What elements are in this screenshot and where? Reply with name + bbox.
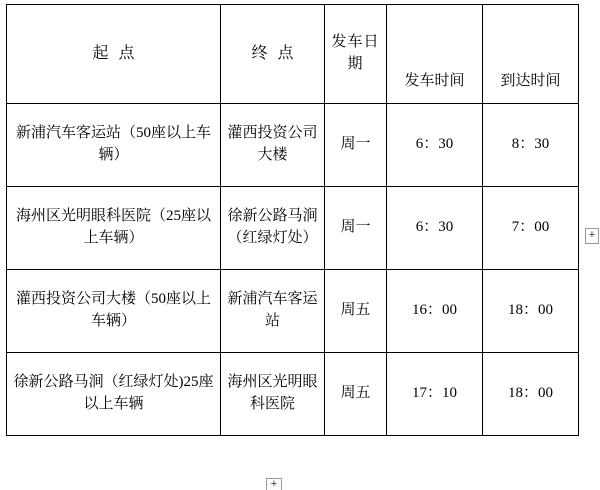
cell-origin: 徐新公路马涧（红绿灯处)25座以上车辆 [7,353,221,436]
cell-destination: 灌西投资公司大楼 [221,104,325,187]
table-row [7,353,579,436]
cell-origin: 灌西投资公司大楼（50座以上车辆） [7,270,221,353]
cell-arrival-time: 18：00 [483,270,579,353]
cell-date: 周一 [325,104,387,187]
bus-schedule-table [6,4,579,436]
column-header-date: 发车日期 [325,5,387,104]
expand-right-icon[interactable]: + [585,228,599,244]
table-header-row [7,5,579,104]
cell-date: 周一 [325,187,387,270]
cell-arrival-time: 18：00 [483,353,579,436]
table-row [7,270,579,353]
cell-destination: 徐新公路马涧（红绿灯处） [221,187,325,270]
table-body [7,104,579,436]
cell-date: 周五 [325,353,387,436]
cell-origin: 新浦汽车客运站（50座以上车辆） [7,104,221,187]
cell-origin: 海州区光明眼科医院（25座以上车辆） [7,187,221,270]
cell-departure-time: 17：10 [387,353,483,436]
cell-arrival-time: 8：30 [483,104,579,187]
cell-date: 周五 [325,270,387,353]
cell-arrival-time: 7：00 [483,187,579,270]
column-header-origin: 起点 [7,5,221,104]
column-header-destination: 终点 [221,5,325,104]
column-header-arrival-time: 到达时间 [483,5,579,104]
cell-departure-time: 16：00 [387,270,483,353]
cell-departure-time: 6：30 [387,187,483,270]
table-row [7,104,579,187]
cell-destination: 新浦汽车客运站 [221,270,325,353]
column-header-departure-time: 发车时间 [387,5,483,104]
table-row [7,187,579,270]
cell-destination: 海州区光明眼科医院 [221,353,325,436]
table-header [7,5,579,104]
cell-departure-time: 6：30 [387,104,483,187]
expand-bottom-icon[interactable]: + [266,478,282,490]
